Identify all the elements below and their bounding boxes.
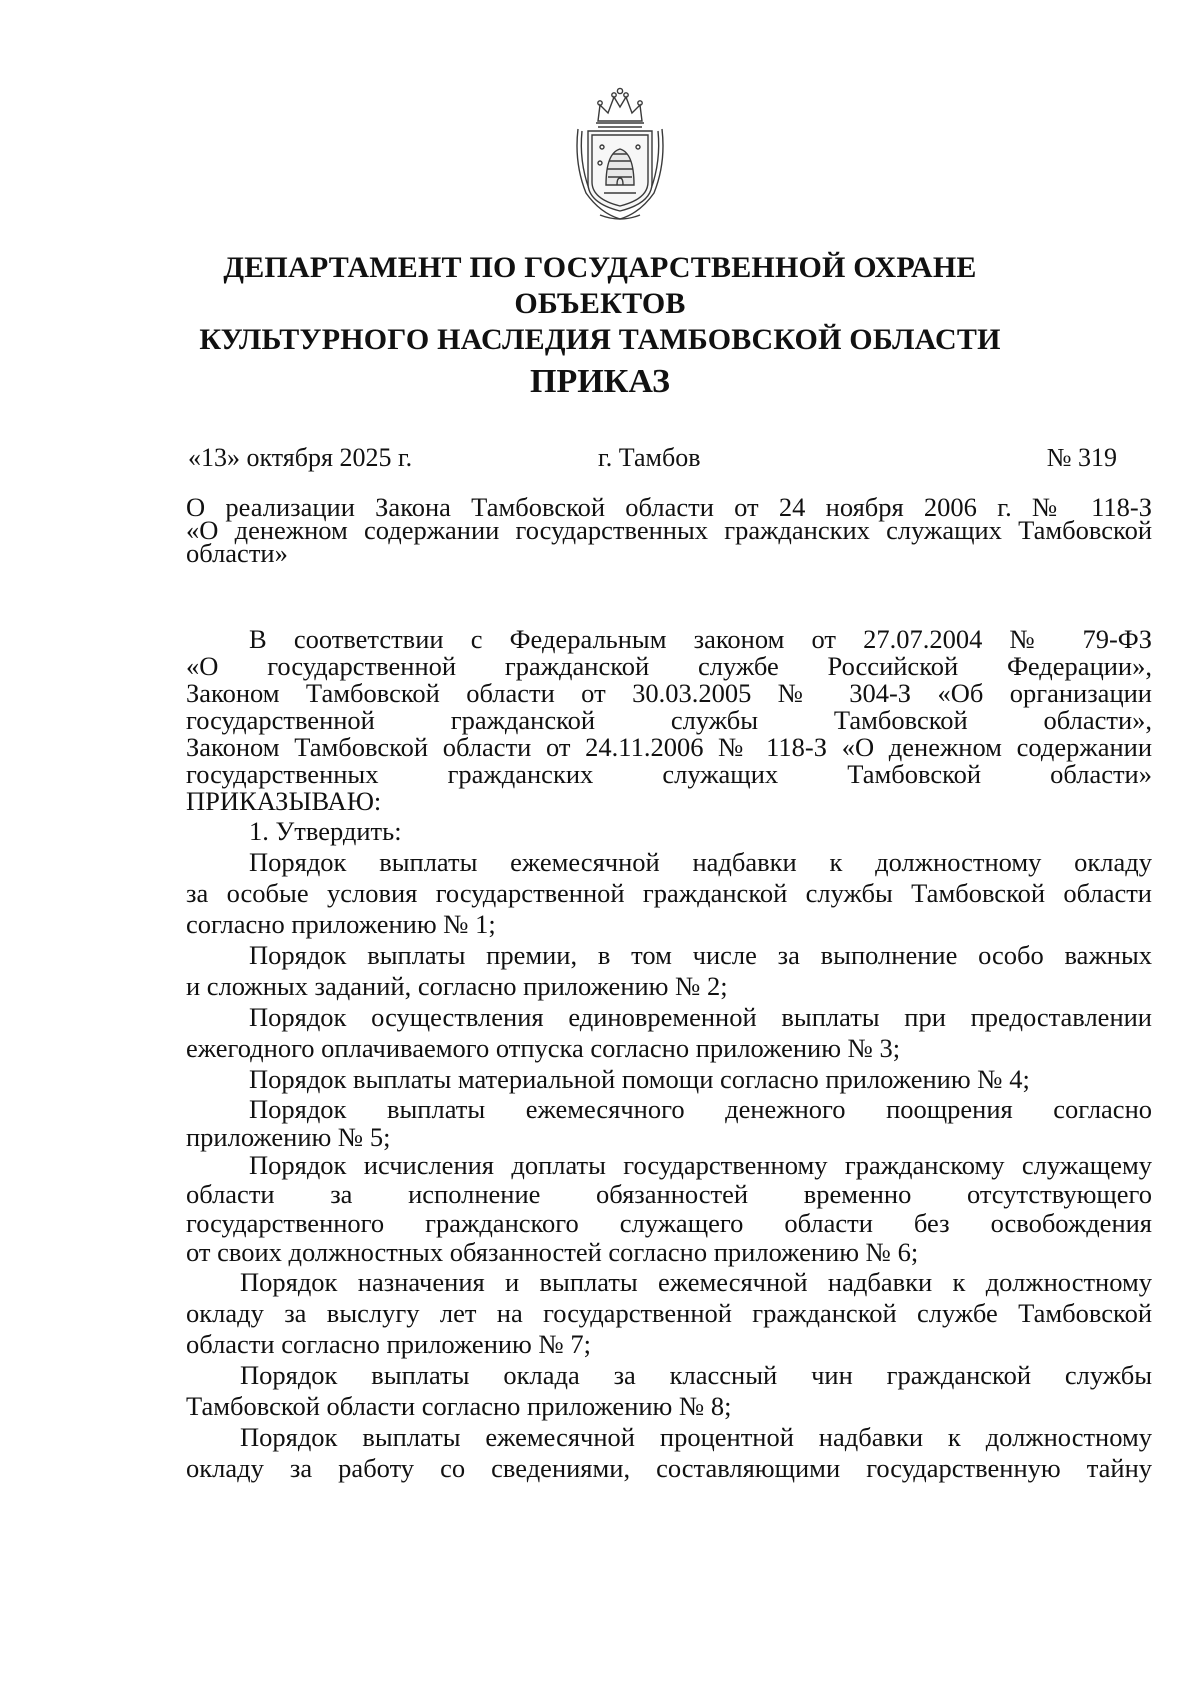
procedure-3 xyxy=(186,1002,1152,1064)
procedure-line: за особые условия государственной гражданской службы Тамбовской области xyxy=(186,878,1152,908)
order-subject-line: области» xyxy=(186,538,288,568)
preamble-line: ПРИКАЗЫВАЮ: xyxy=(186,786,382,816)
preamble-line: «О государственной гражданской службе Российской Федерации», xyxy=(186,651,1152,681)
order-subject-line: «О денежном содержании государственных гражданских служащих Тамбовской xyxy=(186,515,1152,545)
coat-of-arms-icon xyxy=(570,83,670,223)
procedure-line: Порядок выплаты ежемесячной процентной надбавки к должностному xyxy=(240,1422,1152,1452)
preamble xyxy=(186,626,1152,815)
procedure-line: Тамбовской области согласно приложению № 8; xyxy=(186,1391,732,1421)
preamble-line: Законом Тамбовской области от 30.03.2005 № 304-З «Об организации xyxy=(186,678,1152,708)
procedure-line: ежегодного оплачиваемого отпуска согласно приложению № 3; xyxy=(186,1033,901,1063)
procedure-line: от своих должностных обязанностей согласно приложению № 6; xyxy=(186,1237,919,1267)
procedure-line: Порядок выплаты материальной помощи согласно приложению № 4; xyxy=(249,1064,1030,1094)
order-subject xyxy=(186,492,1152,568)
procedure-line: Порядок осуществления единовременной выплаты при предоставлении xyxy=(249,1002,1152,1032)
preamble-line: государственных гражданских служащих Тамбовской области» xyxy=(186,759,1152,789)
procedure-line: государственного гражданского служащего области без освобождения xyxy=(186,1208,1152,1238)
order-date: «13» октября 2025 г. xyxy=(188,443,413,472)
document-title: ПРИКАЗ xyxy=(530,363,670,400)
order-number: № 319 xyxy=(1046,443,1117,472)
procedure-line: и сложных заданий, согласно приложению № 2; xyxy=(186,971,728,1001)
document-body xyxy=(186,492,1152,1484)
procedure-4 xyxy=(186,1064,1152,1095)
procedure-2 xyxy=(186,940,1152,1002)
procedure-5 xyxy=(186,1095,1152,1151)
procedure-line: Порядок выплаты ежемесячной надбавки к должностному окладу xyxy=(249,847,1152,877)
preamble-line: государственной гражданской службы Тамбовской области», xyxy=(186,705,1152,735)
procedure-line: Порядок выплаты оклада за классный чин гражданской службы xyxy=(240,1360,1152,1390)
procedure-1 xyxy=(186,847,1152,940)
preamble-line: Законом Тамбовской области от 24.11.2006 № 118-З «О денежном содержании xyxy=(186,732,1152,762)
procedure-line: согласно приложению № 1; xyxy=(186,909,496,939)
procedure-line: области согласно приложению № 7; xyxy=(186,1329,592,1359)
item-1-text: 1. Утвердить: xyxy=(249,816,402,846)
department-name-line-2: КУЛЬТУРНОГО НАСЛЕДИЯ ТАМБОВСКОЙ ОБЛАСТИ xyxy=(199,323,1001,356)
procedure-line: области за исполнение обязанностей временно отсутствующего xyxy=(186,1179,1152,1209)
department-name-line-1: ДЕПАРТАМЕНТ ПО ГОСУДАРСТВЕННОЙ ОХРАНЕ ОБЪЕКТОВ xyxy=(223,251,977,320)
procedure-9 xyxy=(186,1422,1152,1484)
procedure-7 xyxy=(186,1267,1152,1360)
procedure-6 xyxy=(186,1151,1152,1267)
order-subject-line: О реализации Закона Тамбовской области от 24 ноября 2006 г. № 118-З xyxy=(186,492,1152,522)
procedure-line: Порядок выплаты премии, в том числе за выполнение особо важных xyxy=(249,940,1152,970)
procedure-line: приложению № 5; xyxy=(186,1122,391,1152)
procedure-line: окладу за выслугу лет на государственной гражданской службе Тамбовской xyxy=(186,1298,1152,1328)
procedure-line: Порядок назначения и выплаты ежемесячной надбавки к должностному xyxy=(240,1267,1152,1297)
department-name xyxy=(160,250,1040,358)
preamble-line: В соответствии с Федеральным законом от 27.07.2004 № 79-ФЗ xyxy=(249,624,1152,654)
procedure-8 xyxy=(186,1360,1152,1422)
order-city: г. Тамбов xyxy=(598,443,701,472)
procedure-line: Порядок исчисления доплаты государственному гражданскому служащему xyxy=(249,1150,1152,1180)
procedure-line: окладу за работу со сведениями, составляющими государственную тайну xyxy=(186,1453,1152,1483)
item-1-label xyxy=(186,815,1152,847)
procedure-line: Порядок выплаты ежемесячного денежного поощрения согласно xyxy=(249,1094,1152,1124)
